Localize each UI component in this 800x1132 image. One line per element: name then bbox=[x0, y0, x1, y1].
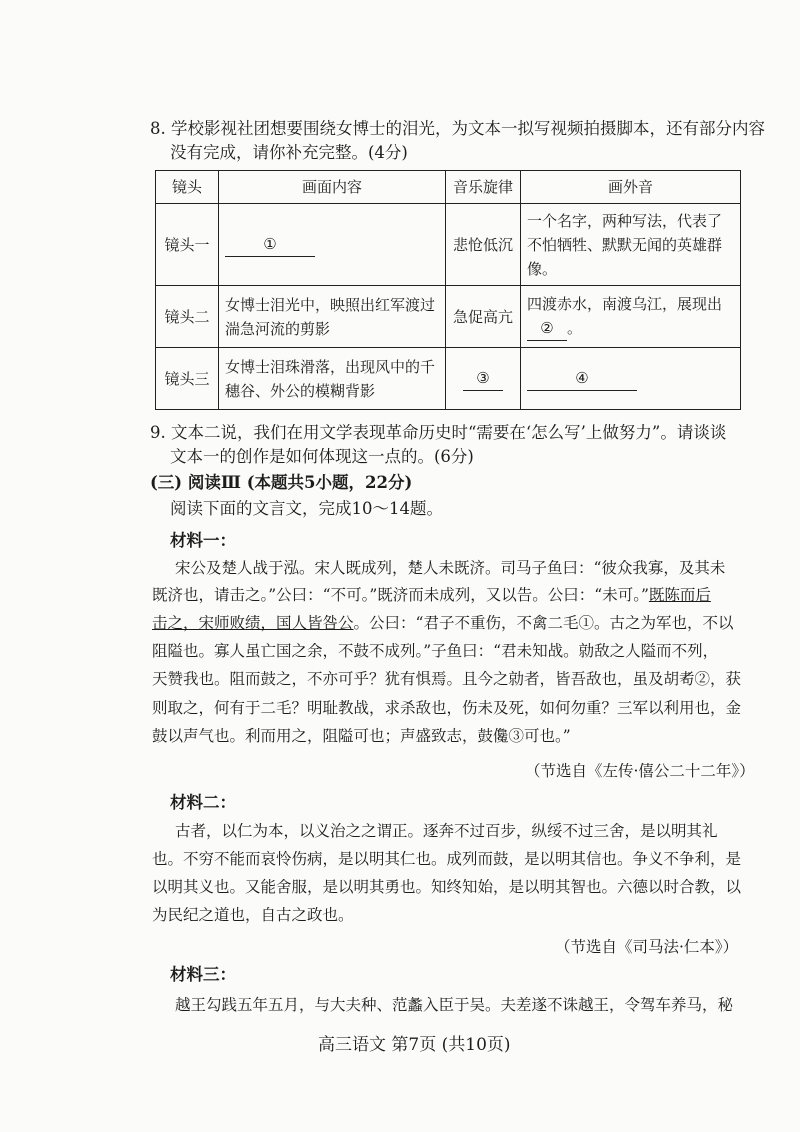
header-music: 音乐旋律 bbox=[446, 171, 521, 204]
material2-line: 以明其义也。又能舍服，是以明其勇也。知终知始，是以明其智也。六德以时合教，以 bbox=[152, 878, 742, 896]
underlined-sentence-a: 既陈而后 bbox=[648, 586, 711, 604]
row2-voice-prefix: 四渡赤水，南渡乌江，展现出 bbox=[527, 295, 723, 313]
row2-picture: 女博士泪光中，映照出红军渡过湍急河流的剪影 bbox=[219, 286, 446, 348]
header-picture: 画面内容 bbox=[219, 171, 446, 204]
row2-shot: 镜头二 bbox=[156, 286, 219, 348]
material3-line: 越王勾践五年五月，与大夫种、范蠡入臣于吴。夫差遂不诛越王，令驾车养马，秘 bbox=[175, 996, 734, 1014]
row2-voice bbox=[521, 286, 741, 348]
row3-music bbox=[446, 348, 521, 410]
material1-line: 天赞我也。阻而鼓之，不亦可乎？犹有惧焉。且今之勍者，皆吾敌也，虽及胡耇②，获 bbox=[152, 670, 742, 688]
script-table bbox=[155, 170, 741, 410]
page-footer: 高三语文 第7页 (共10页) bbox=[318, 1035, 511, 1055]
row2-voice-suffix: 。 bbox=[567, 319, 583, 337]
section3-instruction: 阅读下面的文言文，完成10～14题。 bbox=[170, 499, 443, 518]
table-row bbox=[156, 348, 741, 410]
material2-line: 为民纪之道也，自古之政也。 bbox=[152, 906, 354, 924]
material1-line: 击之，宋师败绩，国人皆咎公。公曰：“君子不重伤，不禽二毛①。古之为军也，不以 bbox=[152, 614, 734, 632]
header-voice: 画外音 bbox=[521, 171, 741, 204]
underlined-sentence-b: 击之，宋师败绩，国人皆咎公 bbox=[152, 614, 354, 632]
q8-line1: 8. 学校影视社团想要围绕女博士的泪光，为文本一拟写视频拍摄脚本，还有部分内容 bbox=[150, 119, 765, 138]
table-row bbox=[156, 204, 741, 286]
material2-line: 古者，以仁为本，以义治之之谓正。逐奔不过百步，纵绥不过三舍，是以明其礼 bbox=[175, 822, 718, 840]
material1-line: 宋公及楚人战于泓。宋人既成列，楚人未既济。司马子鱼曰：“彼众我寡，及其未 bbox=[175, 559, 726, 577]
table-row bbox=[156, 286, 741, 348]
material1-source: （节选自《左传·僖公二十二年》） bbox=[525, 762, 755, 780]
material1-line: 阻隘也。寡人虽亡国之余，不鼓不成列。”子鱼曰：“君未知战。勍敌之人隘而不列， bbox=[152, 642, 719, 660]
q9-line1: 9. 文本二说，我们在用文学表现革命历史时“需要在‘怎么写’上做努力”。请谈谈 bbox=[150, 423, 727, 442]
row1-music: 悲怆低沉 bbox=[446, 204, 521, 286]
row1-shot: 镜头一 bbox=[156, 204, 219, 286]
row1-picture bbox=[219, 204, 446, 286]
material1-line: 则取之，何有于二毛？明耻教战，求杀敌也，伤未及死，如何勿重？三军以利用也，金 bbox=[152, 699, 742, 717]
row2-music: 急促高亢 bbox=[446, 286, 521, 348]
q9-line2: 文本一的创作是如何体现这一点的。(6分) bbox=[170, 447, 474, 466]
blank-2: ② bbox=[527, 316, 567, 341]
blank-3: ③ bbox=[463, 366, 503, 391]
row3-shot: 镜头三 bbox=[156, 348, 219, 410]
row3-picture: 女博士泪珠滑落，出现风中的千穗谷、外公的模糊背影 bbox=[219, 348, 446, 410]
q8-line2: 没有完成，请你补充完整。(4分) bbox=[170, 143, 408, 162]
section3-title: (三) 阅读Ⅲ (本题共5小题，22分) bbox=[150, 473, 413, 492]
material2-title: 材料二： bbox=[170, 793, 236, 812]
row1-voice: 一个名字，两种写法，代表了不怕牺牲、默默无闻的英雄群像。 bbox=[521, 204, 741, 286]
material1-line: 既济也，请击之。”公曰：“不可。”既济而未成列，又以告。公曰：“未可。”既陈而后 bbox=[152, 586, 711, 604]
material2-source: （节选自《司马法·仁本》） bbox=[555, 938, 739, 956]
material1-line: 鼓以声气也。利而用之，阻隘可也；声盛致志，鼓儳③可也。” bbox=[152, 727, 571, 745]
material2-line: 也。不穷不能而哀怜伤病，是以明其仁也。成列而鼓，是以明其信也。争义不争利，是 bbox=[152, 850, 742, 868]
blank-1: ① bbox=[225, 232, 315, 257]
material3-title: 材料三： bbox=[170, 965, 236, 984]
table-header-row bbox=[156, 171, 741, 204]
row3-voice bbox=[521, 348, 741, 410]
header-shot: 镜头 bbox=[156, 171, 219, 204]
material1-title: 材料一： bbox=[170, 531, 236, 550]
blank-4: ④ bbox=[527, 366, 637, 391]
